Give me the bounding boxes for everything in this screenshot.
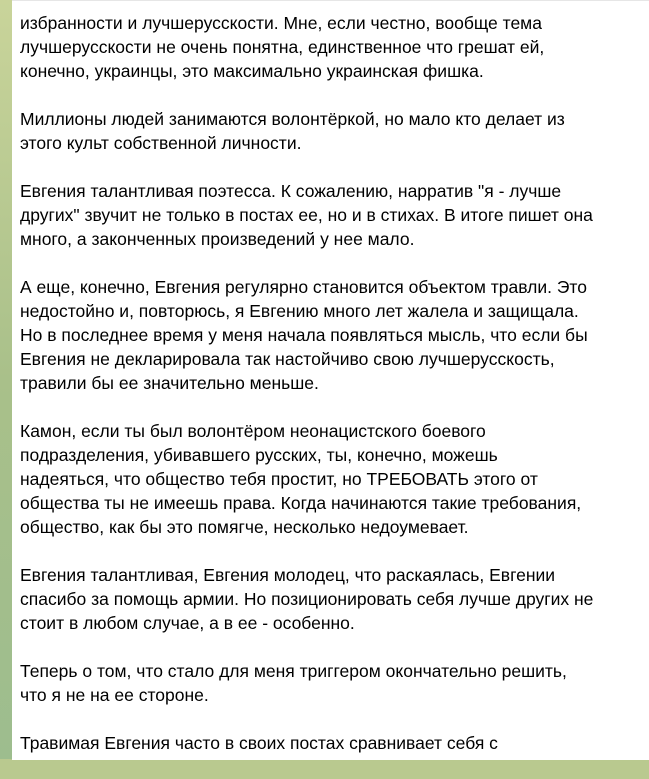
text-line: что я не на ее стороне.	[20, 685, 209, 705]
text-line: Евгения не декларировала так настойчиво свою лучшерусскость,	[20, 349, 555, 369]
text-line: А еще, конечно, Евгения регулярно становится объектом травли. Это	[20, 277, 587, 297]
text-line: много, а законченных произведений у нее мало.	[20, 229, 415, 249]
text-line: Евгения талантливая, Евгения молодец, что раскаялась, Евгении	[20, 565, 556, 585]
message-bubble	[12, 0, 649, 760]
text-line: спасибо за помощь армии. Но позиционировать себя лучше других не	[20, 589, 594, 609]
text-line: Миллионы людей занимаются волонтёркой, но мало кто делает из	[20, 109, 565, 129]
text-line: Но в последнее время у меня начала появляться мысль, что если бы	[20, 325, 588, 345]
message-paragraph	[20, 731, 645, 755]
text-line: Камон, если ты был волонтёром неонацистского боевого	[20, 421, 486, 441]
text-line: избранности и лучшерусскости. Мне, если честно, вообще тема	[20, 13, 542, 33]
message-paragraph	[20, 419, 645, 539]
message-paragraph	[20, 275, 645, 395]
text-line: других" звучит не только в постах ее, но и в стихах. В итоге пишет она	[20, 205, 593, 225]
message-paragraph	[20, 107, 645, 155]
text-line: лучшерусскости не очень понятна, единственное что грешат ей,	[20, 37, 545, 57]
text-line: подразделения, убивавшего русских, ты, конечно, можешь	[20, 445, 498, 465]
text-line: Теперь о том, что стало для меня триггером окончательно решить,	[20, 661, 567, 681]
chat-wallpaper	[0, 0, 12, 759]
message-paragraph	[20, 659, 645, 707]
text-line: Травимая Евгения часто в своих постах сравнивает себя с	[20, 733, 498, 753]
text-line: конечно, украинцы, это максимально украинская фишка.	[20, 61, 484, 81]
message-paragraph	[20, 563, 645, 635]
text-line: общества ты не имеешь права. Когда начинаются такие требования,	[20, 493, 582, 513]
message-paragraph	[20, 179, 645, 251]
text-line: травили бы ее значительно меньше.	[20, 373, 319, 393]
text-line: надеяться, что общество тебя простит, но ТРЕБОВАТЬ этого от	[20, 469, 538, 489]
text-line: Евгения талантливая поэтесса. К сожалению, нарратив "я - лучше	[20, 181, 562, 201]
text-line: недостойно и, повторюсь, я Евгению много лет жалела и защищала.	[20, 301, 579, 321]
message-text	[20, 11, 645, 779]
text-line: стоит в любом случае, а в ее - особенно.	[20, 613, 355, 633]
text-line: общество, как бы это помягче, несколько недоумевает.	[20, 517, 469, 537]
message-paragraph	[20, 11, 645, 83]
text-line: этого культ собственной личности.	[20, 133, 302, 153]
